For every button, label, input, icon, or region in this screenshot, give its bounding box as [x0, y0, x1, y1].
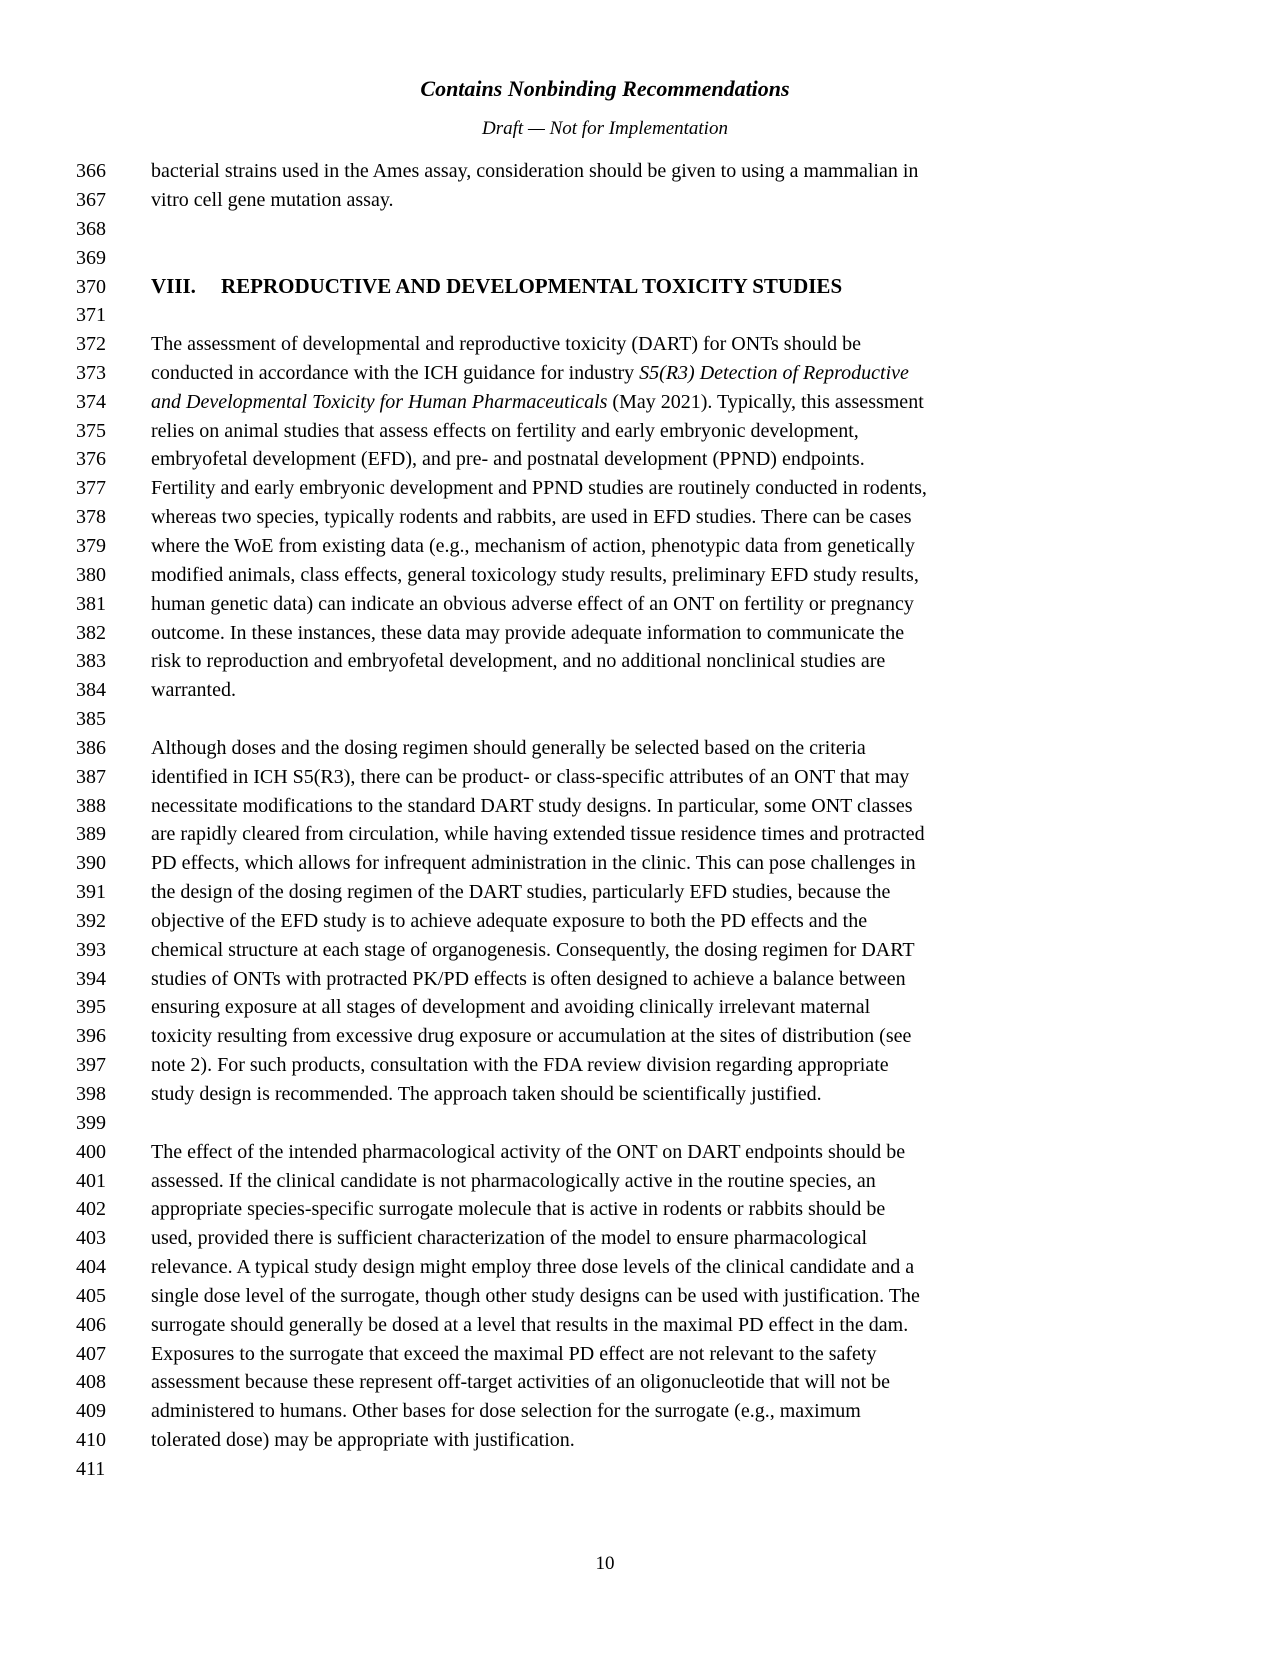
document-line: [0, 1455, 1280, 1484]
line-number: 391: [76, 881, 106, 904]
document-line: [0, 301, 1280, 330]
document-line: [0, 965, 1280, 994]
text-segment: risk to reproduction and embryofetal development, and no additional nonclinical studies are: [151, 650, 886, 673]
line-text: [151, 1022, 911, 1051]
document-line: [0, 993, 1280, 1022]
text-segment: ensuring exposure at all stages of development and avoiding clinically irrelevant maternal: [151, 996, 871, 1019]
line-text: [151, 359, 909, 388]
document-line: [0, 1340, 1280, 1369]
line-text: [151, 763, 909, 792]
text-segment: necessitate modifications to the standard DART study designs. In particular, some ONT classes: [151, 794, 913, 817]
line-number: 404: [76, 1256, 106, 1279]
text-segment: identified in ICH S5(R3), there can be product- or class-specific attributes of an ONT that may: [151, 765, 910, 788]
line-text: [151, 474, 927, 503]
document-line: [0, 936, 1280, 965]
line-number: 374: [76, 390, 106, 413]
line-number: 410: [76, 1429, 106, 1452]
line-text: [151, 849, 916, 878]
line-number: 398: [76, 1083, 106, 1105]
line-text: [151, 532, 915, 561]
text-segment: whereas two species, typically rodents and rabbits, are used in EFD studies. There can be cases: [151, 506, 912, 529]
document-line: [0, 1195, 1280, 1224]
document-line: [0, 244, 1280, 273]
line-number: 367: [76, 188, 106, 211]
line-text: [151, 965, 906, 994]
text-segment: toxicity resulting from excessive drug exposure or accumulation at the sites of distribution (see: [151, 1025, 912, 1048]
line-number: 385: [76, 708, 106, 731]
line-number: 387: [76, 765, 106, 788]
page-number: 10: [595, 1553, 615, 1574]
line-text: [151, 503, 912, 532]
line-text: [151, 647, 885, 676]
document-line: [0, 763, 1280, 792]
line-text: [151, 1368, 890, 1397]
section-heading-text: [151, 272, 842, 301]
line-text: [151, 1426, 575, 1455]
text-segment: where the WoE from existing data (e.g., mechanism of action, phenotypic data from genetically: [151, 534, 915, 557]
line-text: [151, 792, 913, 821]
document-line: [0, 1138, 1280, 1167]
line-number: 370: [76, 276, 106, 299]
text-segment: vitro cell gene mutation assay.: [151, 188, 394, 211]
document-line: [0, 590, 1280, 619]
line-number: 380: [76, 563, 106, 586]
document-line: [0, 561, 1280, 590]
text-segment: chemical structure at each stage of organogenesis. Consequently, the dosing regimen for DART: [151, 938, 915, 961]
document-line: [0, 1080, 1280, 1109]
text-segment: VIII.: [151, 274, 196, 299]
document-line: [0, 330, 1280, 359]
document-line: [0, 1253, 1280, 1282]
line-text: [151, 1051, 889, 1080]
document-line: [0, 1311, 1280, 1340]
text-segment: the design of the dosing regimen of the DART studies, particularly EFD studies, because the: [151, 881, 891, 904]
line-text: [151, 1282, 920, 1311]
document-line: [0, 734, 1280, 763]
line-text: [151, 907, 867, 936]
line-text: [151, 1340, 876, 1369]
line-text: [151, 186, 394, 215]
line-number: 375: [76, 419, 106, 442]
document-line: [0, 186, 1280, 215]
line-number: 397: [76, 1054, 106, 1077]
text-segment: S5(R3) Detection of Reproductive: [639, 361, 909, 384]
line-text: [151, 619, 904, 648]
line-text: [151, 1253, 914, 1282]
text-segment: study design is recommended. The approach taken should be scientifically justified.: [151, 1083, 822, 1105]
text-segment: assessment because these represent off-target activities of an oligonucleotide that will not be: [151, 1371, 891, 1394]
text-segment: bacterial strains used in the Ames assay, consideration should be given to using a mammalian in: [151, 160, 919, 182]
text-segment: single dose level of the surrogate, though other study designs can be used with justification. The: [151, 1284, 920, 1307]
line-number: 382: [76, 621, 106, 644]
line-text: [151, 157, 918, 186]
line-number: 408: [76, 1371, 106, 1394]
line-text: [151, 878, 890, 907]
line-text: [151, 1224, 867, 1253]
header-subbanner: Draft — Not for Implementation: [482, 118, 728, 139]
document-line: [0, 1224, 1280, 1253]
line-number: 389: [76, 823, 106, 846]
document-line: [0, 1397, 1280, 1426]
document-line: [0, 820, 1280, 849]
line-number: 396: [76, 1025, 106, 1048]
line-number: 376: [76, 448, 106, 471]
line-number: 377: [76, 477, 106, 500]
document-line: [0, 878, 1280, 907]
document-line: [0, 503, 1280, 532]
document-line: [0, 676, 1280, 705]
text-segment: The assessment of developmental and reproductive toxicity (DART) for ONTs should be: [151, 333, 861, 356]
line-list: [0, 157, 1280, 1484]
line-number: 381: [76, 592, 106, 615]
document-line: [0, 359, 1280, 388]
line-text: [151, 1311, 908, 1340]
line-number: 390: [76, 852, 106, 875]
text-segment: are rapidly cleared from circulation, while having extended tissue residence times and protracted: [151, 823, 925, 846]
text-segment: The effect of the intended pharmacological activity of the ONT on DART endpoints should be: [151, 1140, 906, 1163]
line-number: 369: [76, 246, 106, 269]
text-segment: relies on animal studies that assess effects on fertility and early embryonic development,: [151, 419, 859, 442]
page-header: [0, 0, 1210, 140]
document-line: [0, 1368, 1280, 1397]
line-text: [151, 820, 925, 849]
line-number: 386: [76, 736, 106, 759]
line-text: [151, 561, 919, 590]
text-segment: outcome. In these instances, these data may provide adequate information to communicate the: [151, 621, 905, 644]
text-segment: studies of ONTs with protracted PK/PD effects is often designed to achieve a balance between: [151, 967, 906, 990]
line-number: 368: [76, 217, 106, 240]
line-text: [151, 1138, 905, 1167]
text-segment: note 2). For such products, consultation with the FDA review division regarding appropriate: [151, 1054, 889, 1077]
line-number: 402: [76, 1198, 106, 1221]
document-line: [0, 157, 1280, 186]
document-line: [0, 445, 1280, 474]
text-segment: appropriate species-specific surrogate molecule that is active in rodents or rabbits should be: [151, 1198, 886, 1221]
document-line: [0, 417, 1280, 446]
line-number: 372: [76, 333, 106, 356]
line-number: 393: [76, 938, 106, 961]
line-number: 401: [76, 1169, 106, 1192]
line-number: 411: [76, 1457, 106, 1480]
document-line: [0, 388, 1280, 417]
document-line: [0, 474, 1280, 503]
line-number: 379: [76, 534, 106, 557]
header-banner: Contains Nonbinding Recommendations: [420, 76, 790, 101]
text-segment: Fertility and early embryonic development and PPND studies are routinely conducted in rodents,: [151, 477, 927, 500]
text-segment: relevance. A typical study design might employ three dose levels of the clinical candidate and a: [151, 1256, 915, 1279]
document-line: [0, 1167, 1280, 1196]
document-line: [0, 792, 1280, 821]
text-segment: assessed. If the clinical candidate is not pharmacologically active in the routine species, an: [151, 1169, 876, 1192]
line-number: 405: [76, 1284, 106, 1307]
document-line: [0, 705, 1280, 734]
line-text: [151, 445, 865, 474]
text-segment: human genetic data) can indicate an obvious adverse effect of an ONT on fertility or pregnancy: [151, 592, 914, 615]
text-segment: tolerated dose) may be appropriate with justification.: [151, 1429, 575, 1452]
text-segment: used, provided there is sufficient characterization of the model to ensure pharmacological: [151, 1227, 868, 1250]
line-text: [151, 1080, 822, 1109]
line-number: 400: [76, 1140, 106, 1163]
line-number: 388: [76, 794, 106, 817]
line-text: [151, 1195, 885, 1224]
text-segment: modified animals, class effects, general toxicology study results, preliminary EFD study results,: [151, 563, 919, 586]
line-number: 373: [76, 361, 106, 384]
document-line: [0, 619, 1280, 648]
document-line: [0, 532, 1280, 561]
document-line: [0, 1022, 1280, 1051]
document-line: [0, 849, 1280, 878]
document-line: [0, 1426, 1280, 1455]
line-text: [151, 936, 915, 965]
document-line: [0, 215, 1280, 244]
line-number: 371: [76, 304, 106, 327]
text-segment: Although doses and the dosing regimen should generally be selected based on the criteria: [151, 736, 866, 759]
line-text: [151, 676, 236, 705]
text-segment: (May 2021). Typically, this assessment: [607, 390, 924, 413]
line-number: 395: [76, 996, 106, 1019]
text-segment: warranted.: [151, 679, 236, 702]
line-text: [151, 590, 914, 619]
text-segment: Exposures to the surrogate that exceed the maximal PD effect are not relevant to the safety: [151, 1342, 877, 1365]
line-number: 407: [76, 1342, 106, 1365]
line-text: [151, 993, 870, 1022]
line-text: [151, 1167, 876, 1196]
line-number: 406: [76, 1313, 106, 1336]
line-text: [151, 417, 859, 446]
line-number: 409: [76, 1400, 106, 1423]
document-line: [0, 1109, 1280, 1138]
text-segment: administered to humans. Other bases for dose selection for the surrogate (e.g., maximum: [151, 1400, 861, 1423]
line-number: 384: [76, 679, 106, 702]
document-line: [0, 1282, 1280, 1311]
text-segment: objective of the EFD study is to achieve adequate exposure to both the PD effects and the: [151, 909, 868, 932]
line-text: [151, 734, 866, 763]
line-text: [151, 1397, 861, 1426]
text-segment: surrogate should generally be dosed at a level that results in the maximal PD effect in the dam.: [151, 1313, 909, 1336]
line-number: 366: [76, 160, 106, 182]
line-number: 399: [76, 1111, 106, 1134]
document-line: [0, 907, 1280, 936]
line-text: [151, 388, 924, 417]
line-number: 403: [76, 1227, 106, 1250]
line-number: 394: [76, 967, 106, 990]
text-segment: conducted in accordance with the ICH guidance for industry: [151, 361, 640, 384]
line-number: 378: [76, 506, 106, 529]
line-text: [151, 330, 861, 359]
document-heading-line: [0, 272, 1280, 301]
text-segment: REPRODUCTIVE AND DEVELOPMENTAL TOXICITY STUDIES: [220, 274, 843, 299]
text-segment: and Developmental Toxicity for Human Pharmaceuticals: [151, 390, 608, 413]
text-segment: embryofetal development (EFD), and pre- and postnatal development (PPND) endpoints.: [151, 448, 865, 471]
document-line: [0, 1051, 1280, 1080]
line-number: 392: [76, 909, 106, 932]
document-line: [0, 647, 1280, 676]
text-segment: PD effects, which allows for infrequent administration in the clinic. This can pose challenges in: [151, 852, 916, 875]
line-number: 383: [76, 650, 106, 673]
